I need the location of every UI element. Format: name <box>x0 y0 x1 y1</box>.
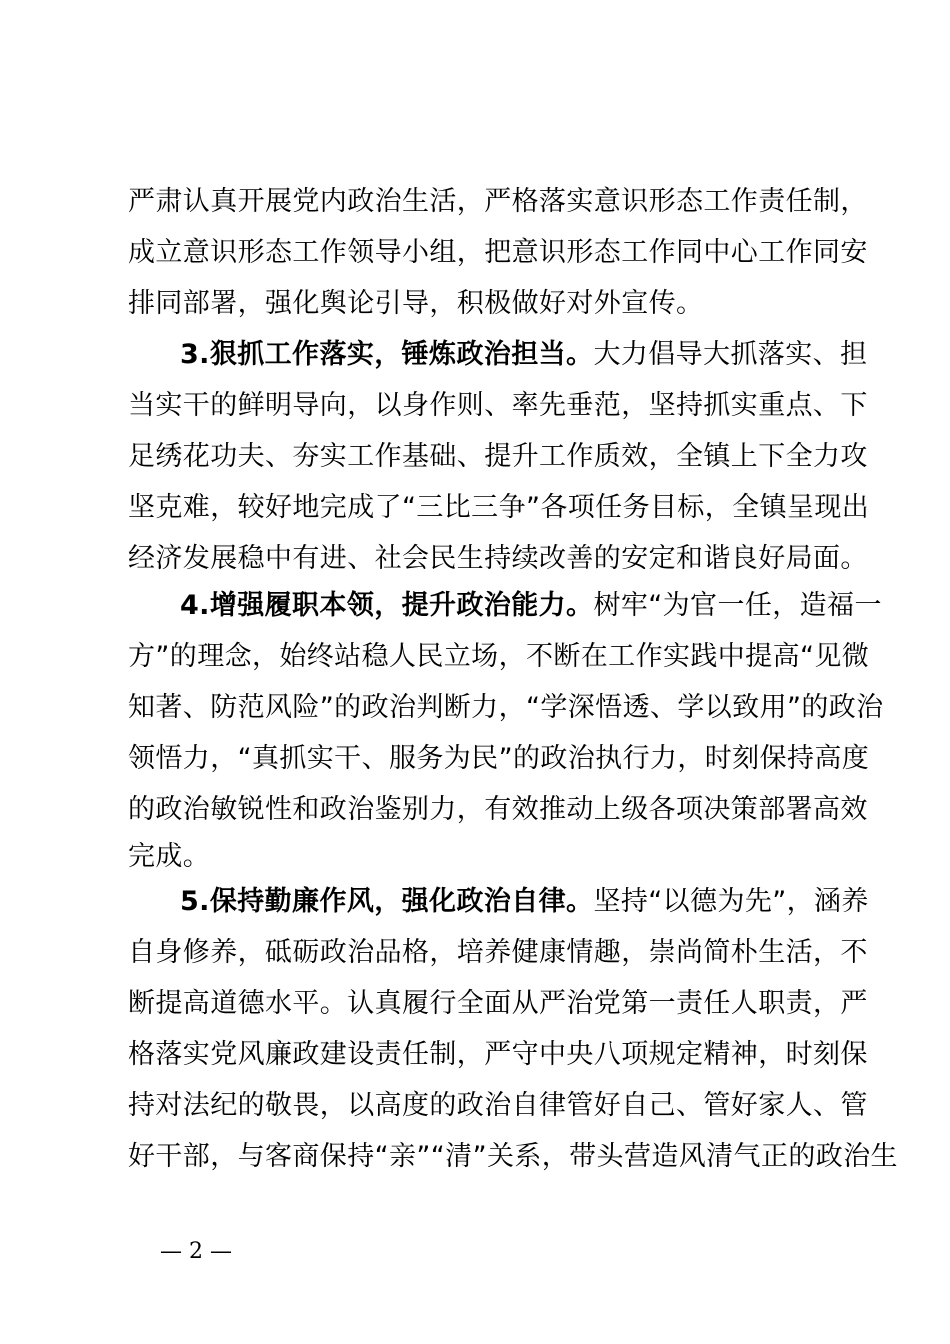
paragraph-line: 断提高道德水平。认真履行全面从严治党第一责任人职责，严 <box>128 988 868 1019</box>
paragraph-line: 当实干的鲜明导向，以身作则、率先垂范，坚持抓实重点、下 <box>128 390 868 421</box>
paragraph-first-line <box>180 586 882 626</box>
paragraph-line: 排同部署，强化舆论引导，积极做好对外宣传。 <box>128 288 704 319</box>
section-heading: 5.保持勤廉作风，强化政治自律。 <box>180 886 594 917</box>
paragraph-line: 的政治敏锐性和政治鉴别力，有效推动上级各项决策部署高效 <box>128 794 868 825</box>
paragraph-line: 领悟力，“真抓实干、服务为民”的政治执行力，时刻保持高度 <box>128 743 870 774</box>
paragraph-line: 经济发展稳中有进、社会民生持续改善的安定和谐良好局面。 <box>128 543 868 574</box>
paragraph-first-line <box>180 335 868 375</box>
paragraph-line: 坚克难，较好地完成了“三比三争”各项任务目标，全镇呈现出 <box>128 492 870 523</box>
page-number: — 2 — <box>160 1239 232 1264</box>
paragraph-first-line <box>180 882 869 922</box>
paragraph-line: 持对法纪的敬畏，以高度的政治自律管好自己、管好家人、管 <box>128 1090 868 1121</box>
paragraph-line: 足绣花功夫、夯实工作基础、提升工作质效，全镇上下全力攻 <box>128 441 868 472</box>
paragraph-line: 完成。 <box>128 841 211 872</box>
paragraph-line: 成立意识形态工作领导小组，把意识形态工作同中心工作同安 <box>128 237 868 268</box>
paragraph-text: 大力倡导大抓落实、担 <box>593 339 868 370</box>
paragraph-text: 树牢“为官一任，造福一 <box>593 590 882 621</box>
paragraph-line: 好干部，与客商保持“亲”“清”关系，带头营造风清气正的政治生 <box>128 1141 898 1172</box>
paragraph-line: 自身修养，砥砺政治品格，培养健康情趣，崇尚简朴生活，不 <box>128 937 868 968</box>
section-heading: 4.增强履职本领，提升政治能力。 <box>180 590 594 621</box>
paragraph-text: 坚持“以德为先”，涵养 <box>593 886 869 917</box>
section-heading: 3.狠抓工作落实，锤炼政治担当。 <box>180 339 594 370</box>
paragraph-line: 严肃认真开展党内政治生活，严格落实意识形态工作责任制， <box>128 186 868 217</box>
paragraph-line: 方”的理念，始终站稳人民立场，不断在工作实践中提高“见微 <box>128 641 870 672</box>
paragraph-line: 格落实党风廉政建设责任制，严守中央八项规定精神，时刻保 <box>128 1039 868 1070</box>
paragraph-line: 知著、防范风险”的政治判断力，“学深悟透、学以致用”的政治 <box>128 692 884 723</box>
